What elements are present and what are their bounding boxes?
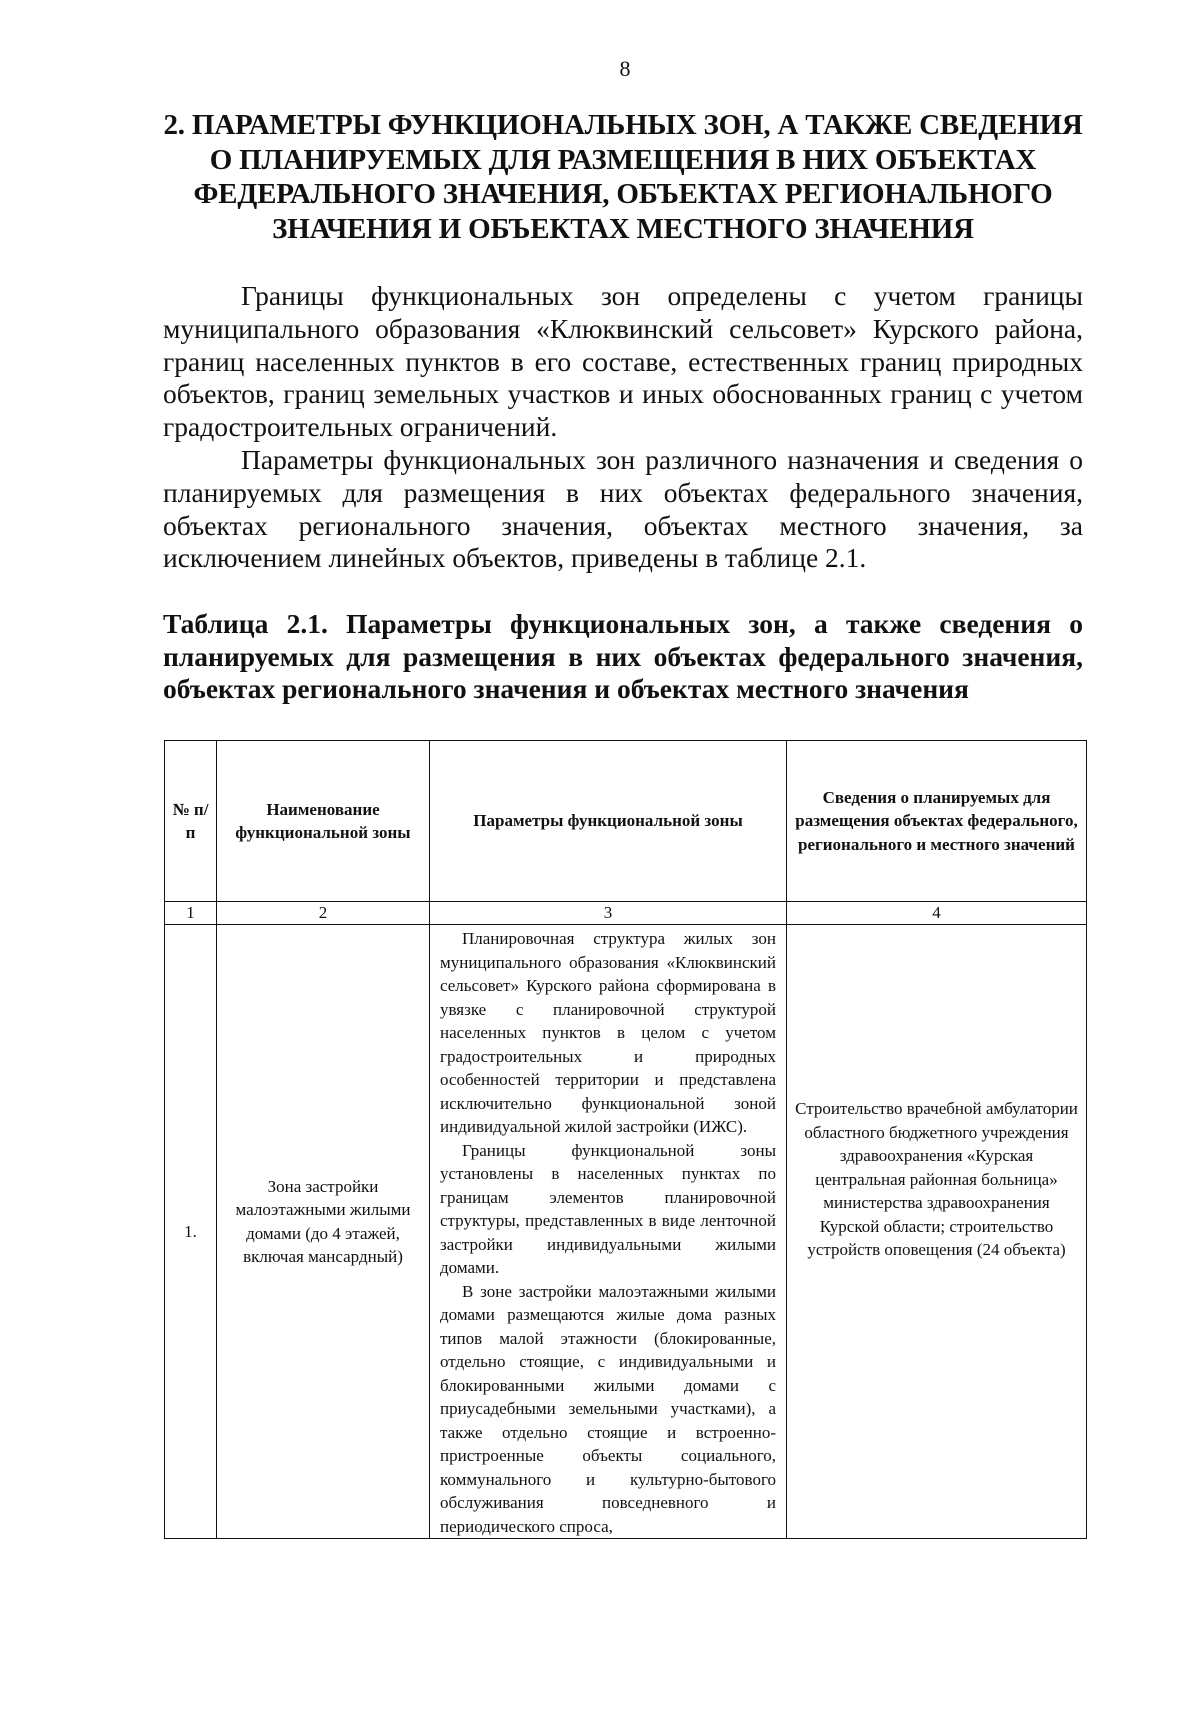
- section-heading: [163, 108, 1083, 246]
- table-header-row: [165, 741, 1087, 902]
- paragraph-parameters: Параметры функциональных зон различного назначения и сведения о планируемых для размещения в них объектах федерального значения, объектах регионального значения, объектах местного значения, за исключением линейных объектов, приведены в таблице 2.1.: [163, 443, 1083, 574]
- row-number: 1.: [165, 925, 217, 1539]
- zone-name: Зона застройки малоэтажными жилыми домами (до 4 этажей, включая мансардный): [217, 925, 430, 1539]
- table-row: [165, 925, 1087, 1539]
- header-planned-objects: Сведения о планируемых для размещения объектах федерального, регионального и местного значений: [787, 741, 1087, 902]
- section-heading-line: О ПЛАНИРУЕМЫХ ДЛЯ РАЗМЕЩЕНИЯ В НИХ ОБЪЕКТАХ: [209, 143, 1037, 176]
- functional-zones-table: [164, 740, 1087, 1539]
- paragraph-boundaries: Границы функциональных зон определены с учетом границы муниципального образования «Клюквинский сельсовет» Курского района, границ населенных пунктов в его составе, естественных границ природных объектов, границ земельных участков и иных обоснованных границ с учетом градостроительных ограничений.: [163, 280, 1083, 443]
- column-number: 3: [430, 902, 787, 925]
- column-number: 1: [165, 902, 217, 925]
- zone-parameters-paragraph: Границы функциональной зоны установлены в населенных пунктах по границам элементов планировочной структуры, представленных в виде ленточной застройки индивидуальными жилыми домами.: [440, 1140, 776, 1277]
- header-number: № п/п: [165, 741, 217, 902]
- zone-parameters-paragraph: В зоне застройки малоэтажными жилыми домами размещаются жилые дома разных типов малой этажности (блокированные, отдельно стоящие, с индивидуальными и блокированными жилыми домами с приусадебными земельными участками), а также отдельно стоящие и встроенно-пристроенные объекты социального, коммунального и культурно-бытового обслуживания повседневного и периодического спроса,: [440, 1281, 776, 1536]
- section-heading-line: ЗНАЧЕНИЯ И ОБЪЕКТАХ МЕСТНОГО ЗНАЧЕНИЯ: [272, 212, 974, 245]
- body-text: [163, 280, 1083, 575]
- planned-objects-info: Строительство врачебной амбулатории областного бюджетного учреждения здравоохранения «Курская центральная районная больница» министерства здравоохранения Курской области; строительство устройств оповещения (24 объекта): [787, 925, 1087, 1539]
- column-numbers-row: [165, 902, 1087, 925]
- column-number: 4: [787, 902, 1087, 925]
- page-number: 8: [619, 56, 631, 81]
- header-zone-parameters: Параметры функциональной зоны: [430, 741, 787, 902]
- column-number: 2: [217, 902, 430, 925]
- zone-parameters-paragraph: Планировочная структура жилых зон муниципального образования «Клюквинский сельсовет» Курского района сформирована в увязке с планировочной структурой населенных пунктов в целом с учетом градостроительных и природных особенностей территории и представлена исключительно функциональной зоной индивидуальной жилой застройки (ИЖС).: [440, 929, 776, 1136]
- table-caption: Таблица 2.1. Параметры функциональных зон, а также сведения о планируемых для размещения в них объектах федерального значения, объектах регионального значения и объектах местного значения: [163, 608, 1083, 704]
- header-zone-name: Наименование функциональной зоны: [217, 741, 430, 902]
- section-heading-line: 2. ПАРАМЕТРЫ ФУНКЦИОНАЛЬНЫХ ЗОН, А ТАКЖЕ СВЕДЕНИЯ: [163, 109, 1083, 141]
- zone-parameters: [430, 925, 787, 1539]
- section-heading-line: ФЕДЕРАЛЬНОГО ЗНАЧЕНИЯ, ОБЪЕКТАХ РЕГИОНАЛЬНОГО: [193, 178, 1053, 210]
